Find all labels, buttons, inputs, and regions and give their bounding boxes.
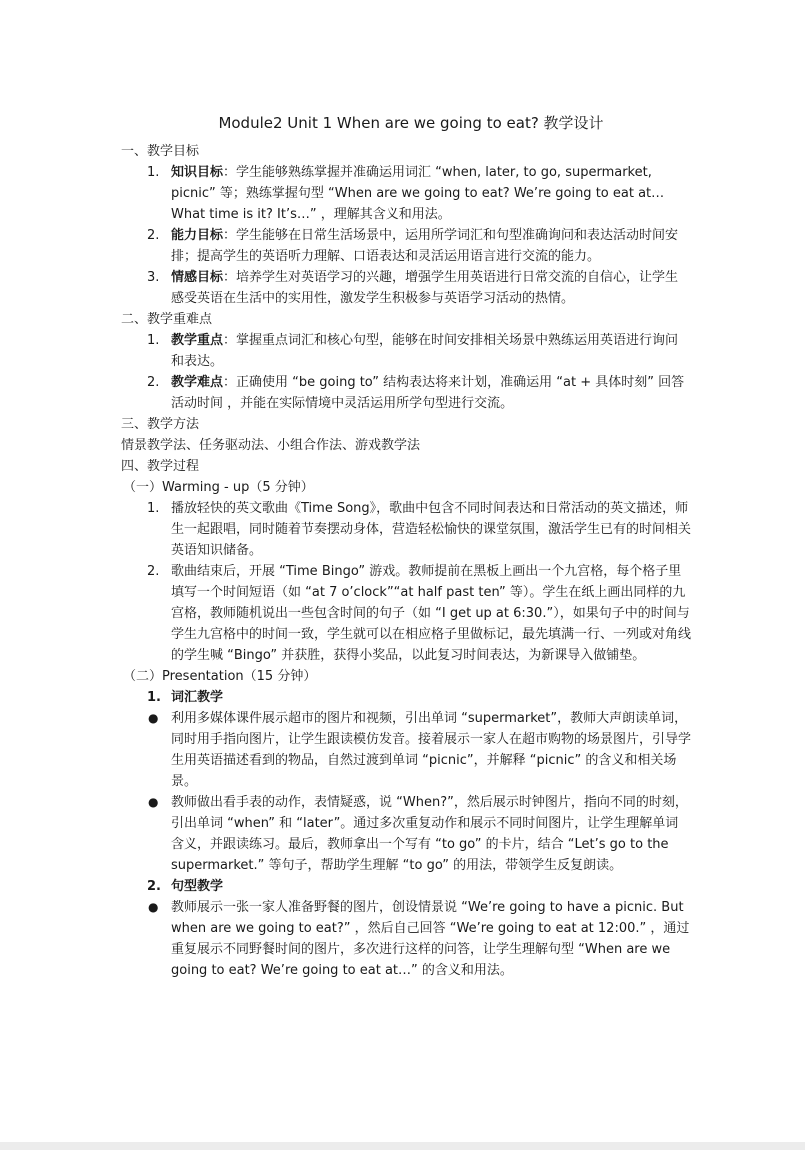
item-number: 1.	[147, 690, 161, 705]
sentence-pattern-heading: 句型教学	[171, 879, 224, 894]
list-item	[121, 561, 691, 666]
item-number: 3.	[147, 270, 160, 285]
methods-text: 情景教学法、任务驱动法、小组合作法、游戏教学法	[121, 438, 421, 453]
subsection-heading-warming-up: （一）Warming - up（5 分钟）	[123, 480, 314, 495]
item-text: ：培养学生对英语学习的兴趣，增强学生用英语进行日常交流的自信心，让学生感受英语在生活中的实用性，激发学生积极参与英语学习活动的热情。	[171, 270, 679, 306]
bullet-item	[121, 897, 691, 981]
item-text: 歌曲结束后，开展 “Time Bingo” 游戏。教师提前在黑板上画出一个九宫格，每个格子里填写一个时间短语（如 “at 7 o’clock”“at half past ten” 等）。学生在纸上画出同样的九宫格，教师随机说出一些包含时间的句子（如 “I get up at 6:30.”），如果句子中的时间与学生九宫格中的时间一致，学生就可以在相应格子里做标记，最先填满一行、一列或对角线的学生喊 “Bingo” 并获胜，获得小奖品，以此复习时间表达，为新课导入做铺垫。	[171, 564, 692, 663]
section-heading-process: 四、教学过程	[121, 459, 200, 474]
numbered-heading	[121, 876, 691, 897]
item-number: 2.	[147, 564, 160, 579]
list-item	[121, 498, 691, 561]
item-text: 利用多媒体课件展示超市的图片和视频，引出单词 “supermarket”，教师大声朗读单词，同时用手指向图片，让学生跟读模仿发音。接着展示一家人在超市购物的场景图片，引导学生用英语描述看到的物品，自然过渡到单词 “picnic”，并解释 “picnic” 的含义和相关场景。	[171, 711, 692, 789]
item-text: ：掌握重点词汇和核心句型，能够在时间安排相关场景中熟练运用英语进行询问和表达。	[171, 333, 679, 369]
list-item	[121, 330, 691, 372]
list-item	[121, 225, 691, 267]
item-label: 能力目标	[171, 228, 224, 243]
bullet-icon: ●	[148, 795, 159, 809]
document-body	[121, 108, 691, 981]
bullet-icon: ●	[148, 711, 159, 725]
section-heading-key-points: 二、教学重难点	[121, 312, 213, 327]
item-number: 2.	[147, 375, 160, 390]
item-text: ：正确使用 “be going to” 结构表达将来计划，准确运用 “at + 具体时刻” 回答活动时间 ，并能在实际情境中灵活运用所学句型进行交流。	[171, 375, 685, 411]
item-label: 教学重点	[171, 333, 224, 348]
numbered-heading	[121, 687, 691, 708]
page-bottom-edge	[0, 1142, 805, 1150]
item-text: 教师做出看手表的动作，表情疑惑，说 “When?”，然后展示时钟图片，指向不同的时刻，引出单词 “when” 和 “later”。通过多次重复动作和展示不同时间图片，让学生理解单词含义，并跟读练习。最后，教师拿出一个写有 “to go” 的卡片，结合 “Let’s go to the supermarket.” 等句子，帮助学生理解 “to go” 的用法，带领学生反复朗读。	[171, 795, 688, 873]
item-number: 2.	[147, 228, 160, 243]
list-item	[121, 267, 691, 309]
bullet-icon: ●	[148, 900, 159, 914]
subsection-heading-presentation: （二）Presentation（15 分钟）	[123, 669, 317, 684]
item-number: 2.	[147, 879, 161, 894]
item-label: 知识目标	[171, 165, 224, 180]
item-text: 播放轻快的英文歌曲《Time Song》，歌曲中包含不同时间表达和日常活动的英文描述，师生一起跟唱，同时随着节奏摆动身体，营造轻松愉快的课堂氛围，激活学生已有的时间相关英语知识储备。	[171, 501, 692, 558]
item-label: 情感目标	[171, 270, 224, 285]
item-text: ：学生能够熟练掌握并准确运用词汇 “when, later, to go, supermarket, picnic” 等；熟练掌握句型 “When are we going to eat? We’re going to eat at… What time is it? It’s…” ，理解其含义和用法。	[171, 165, 665, 222]
item-label: 教学难点	[171, 375, 224, 390]
bullet-item	[121, 792, 691, 876]
item-number: 1.	[147, 333, 160, 348]
item-text: 教师展示一张一家人准备野餐的图片，创设情景说 “We’re going to have a picnic. But when are we going to eat?” ，然后自己回答 “We’re going to eat at 12:00.” ，通过重复展示不同野餐时间的图片，多次进行这样的问答，让学生理解句型 “When are we going to eat? We’re going to eat at…” 的含义和用法。	[171, 900, 690, 978]
vocabulary-heading: 词汇教学	[171, 690, 224, 705]
section-heading-objectives: 一、教学目标	[121, 144, 200, 159]
bullet-item	[121, 708, 691, 792]
item-text: ：学生能够在日常生活场景中，运用所学词汇和句型准确询问和表达活动时间安排；提高学生的英语听力理解、口语表达和灵活运用语言进行交流的能力。	[171, 228, 679, 264]
document-title: Module2 Unit 1 When are we going to eat? 教学设计	[218, 114, 604, 132]
list-item	[121, 162, 691, 225]
section-heading-methods: 三、教学方法	[121, 417, 200, 432]
item-number: 1.	[147, 501, 160, 516]
item-number: 1.	[147, 165, 160, 180]
list-item	[121, 372, 691, 414]
